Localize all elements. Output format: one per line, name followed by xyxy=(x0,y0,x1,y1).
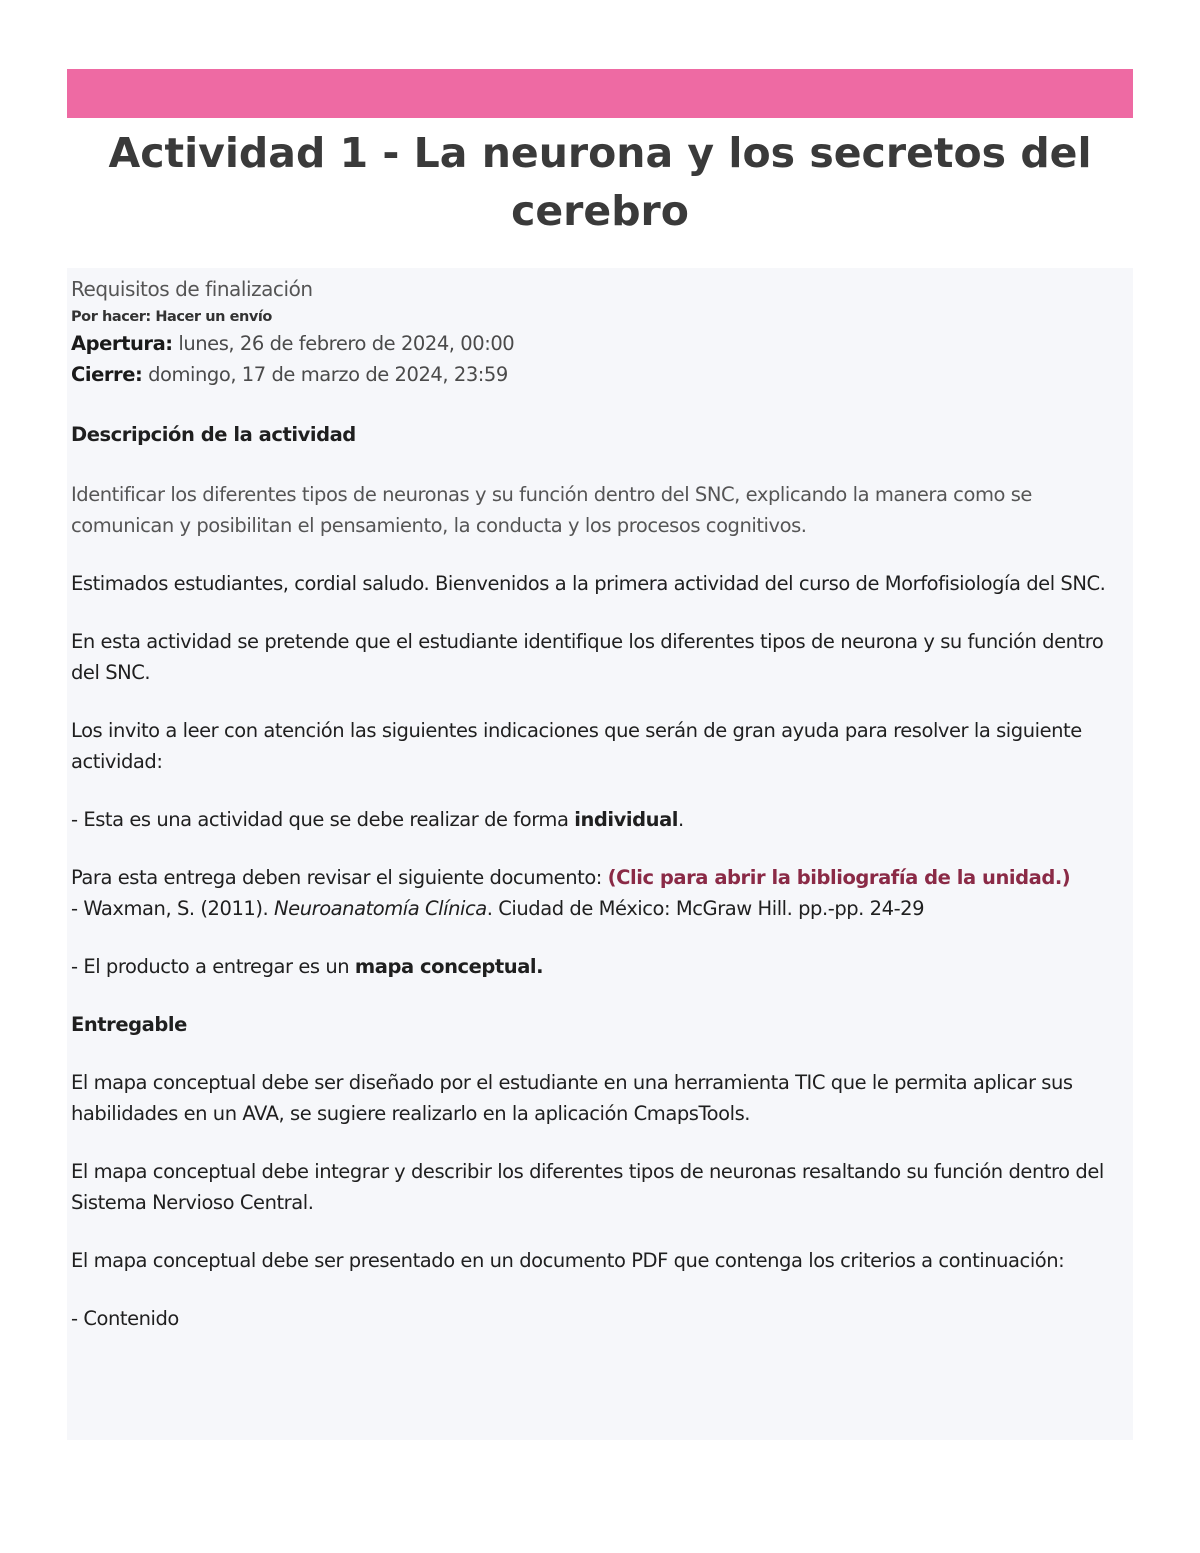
invitation-paragraph: Los invito a leer con atención las siguientes indicaciones que serán de gran ayuda para resolver la siguiente actividad: xyxy=(71,719,1082,773)
closing-label: Cierre: xyxy=(71,363,143,386)
product-emphasis: mapa conceptual. xyxy=(354,955,544,978)
welcome-paragraph: Estimados estudiantes, cordial saludo. Bienvenidos a la primera actividad del curso de Morfofisiología del SNC. xyxy=(71,572,1106,595)
criteria-item-content: - Contenido xyxy=(71,1307,179,1330)
reference-line: - Waxman, S. (2011). Neuroanatomía Clínica. Ciudad de México: McGraw Hill. pp.-pp. 24-29 xyxy=(71,897,925,920)
deliverable-heading: Entregable xyxy=(71,1013,187,1036)
bibliography-link[interactable]: (Clic para abrir la bibliografía de la unidad.) xyxy=(607,866,1071,889)
individual-emphasis: individual xyxy=(574,808,679,831)
opening-value: lunes, 26 de febrero de 2024, 00:00 xyxy=(172,332,515,355)
opening-date xyxy=(71,328,1129,359)
deliverable-paragraph-tool: El mapa conceptual debe ser diseñado por el estudiante en una herramienta TIC que le permita aplicar sus habilidades en un AVA, se sugiere realizarlo en la aplicación CmapsTools. xyxy=(71,1071,1073,1125)
activity-content xyxy=(67,268,1133,1440)
deliverable-paragraph-format: El mapa conceptual debe ser presentado en un documento PDF que contenga los criterios a continuación: xyxy=(71,1249,1065,1272)
individual-instruction: - Esta es una actividad que se debe realizar de forma individual. xyxy=(71,808,684,831)
deliverable-paragraph-content: El mapa conceptual debe integrar y describir los diferentes tipos de neuronas resaltando su función dentro del Sistema Nervioso Central. xyxy=(71,1160,1104,1214)
product-instruction: - El producto a entregar es un mapa conceptual. xyxy=(71,955,544,978)
closing-value: domingo, 17 de marzo de 2024, 23:59 xyxy=(142,363,508,386)
reference-book-title: Neuroanatomía Clínica xyxy=(274,897,487,920)
completion-todo: Por hacer: Hacer un envío xyxy=(71,309,272,325)
document-instruction: Para esta entrega deben revisar el siguiente documento: (Clic para abrir la bibliografía de la unidad.) xyxy=(71,866,1071,889)
header-accent-bar xyxy=(67,69,1133,118)
purpose-paragraph: En esta actividad se pretende que el estudiante identifique los diferentes tipos de neurona y su función dentro del SNC. xyxy=(71,630,1104,684)
objective-paragraph: Identificar los diferentes tipos de neuronas y su función dentro del SNC, explicando la manera como se comunican y posibilitan el pensamiento, la conducta y los procesos cognitivos. xyxy=(71,483,1032,537)
completion-requirements-heading: Requisitos de finalización xyxy=(71,277,313,301)
description-heading: Descripción de la actividad xyxy=(71,423,356,446)
closing-date xyxy=(71,359,1129,390)
opening-label: Apertura: xyxy=(71,332,173,355)
page-title: Actividad 1 - La neurona y los secretos del cerebro xyxy=(108,129,1092,235)
